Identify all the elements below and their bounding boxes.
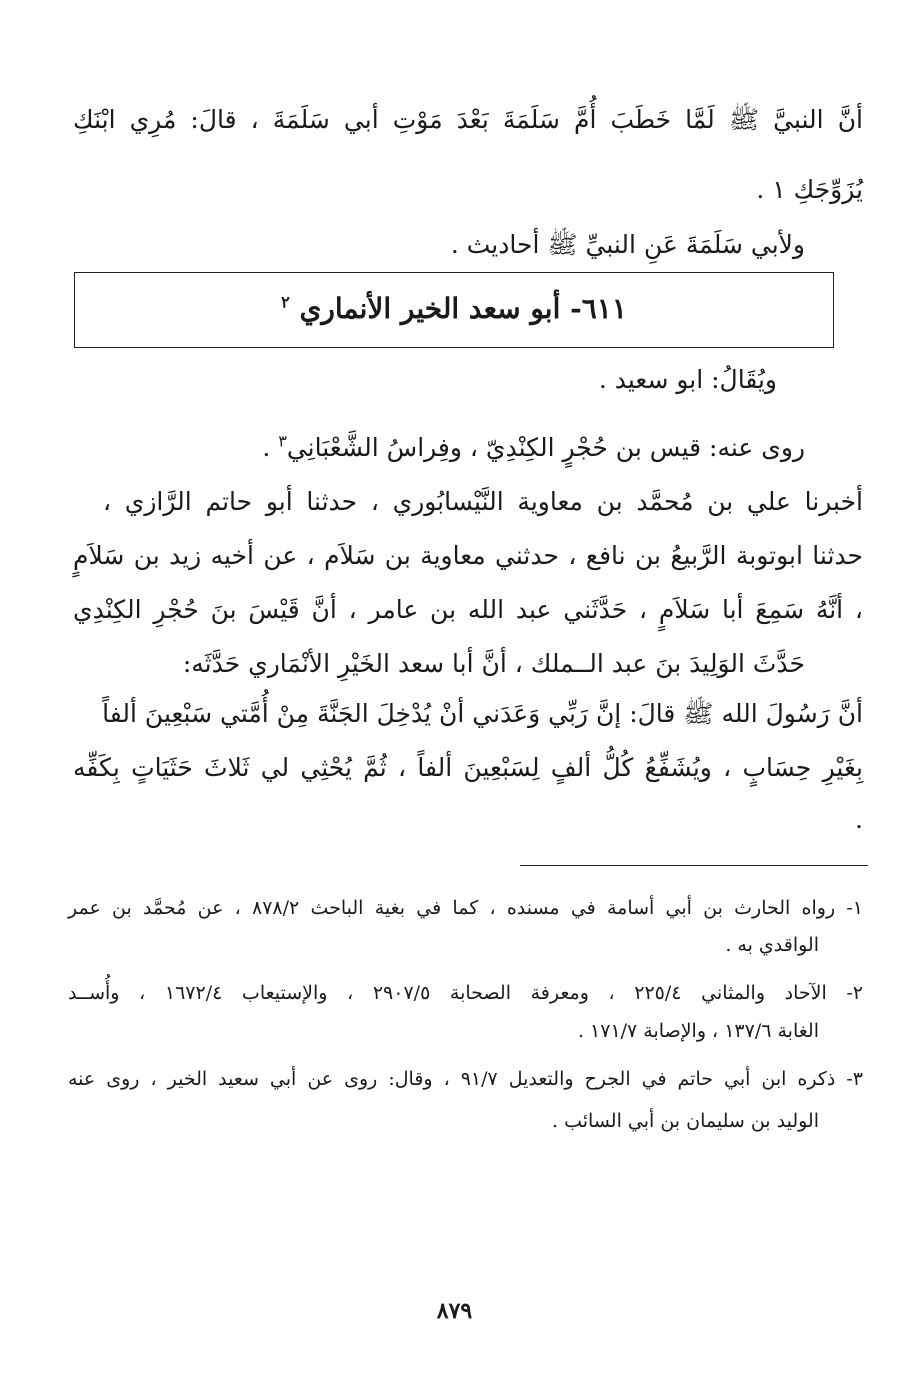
section-heading-box: [74, 272, 834, 348]
intro-line-2: يُزَوِّجَكِ ١ .: [756, 175, 863, 204]
section-title: [75, 289, 833, 329]
section-title-footnote-ref: ٢: [281, 292, 290, 312]
section-title-text: ٦١١- أبو سعد الخير الأنماري: [299, 292, 627, 325]
hadith-line-6: بِغَيْرِ حِسَابٍ ، ويُشَفِّعُ كُلُّ ألفٍ لِسَبْعِينَ ألفاً ، ثُمَّ يُحْثِي لي ثَلاثَ حَثَيَاتٍ بِكَفِّه: [73, 753, 863, 782]
footnote-2-line-2: الغابة ١٣٧/٦ ، والإصابة ١٧١/٧ .: [577, 1020, 819, 1042]
hadith-line-2: حدثنا ابوتوبة الرَّبيعُ بن نافع ، حدثني معاوية بن سَلاَم ، عن أخيه زيد بن سَلاَمٍ: [73, 541, 863, 570]
hadith-line-1: أخبرنا علي بن مُحمَّد بن معاوية النَّيْسابُوري ، حدثنا أبو حاتم الرَّازي ،: [103, 487, 863, 516]
hadith-line-3: ، أنَّهُ سَمِعَ أبا سَلاَمٍ ، حَدَّثَني عبد الله بن عامر ، أنَّ قَيْسَ بنَ حُجْرِ الكِنْدِي: [73, 595, 863, 624]
alias-line: ويُقَالُ: ابو سعيد .: [598, 365, 777, 394]
footnote-3-line-1: ٣- ذكره ابن أبي حاتم في الجرح والتعديل ٩١/٧ ، وقال: روى عن أبي سعيد الخير ، روى عنه: [68, 1068, 863, 1090]
footnote-2-line-1: ٢- الآحاد والمثاني ٢٢٥/٤ ، ومعرفة الصحابة ٢٩٠٧/٥ ، والإستيعاب ١٦٧٢/٤ ، وأُســد: [68, 982, 863, 1004]
hadith-line-5: أنَّ رَسُولَ الله ﷺ قالَ: إنَّ رَبِّي وَعَدَني أنْ يُدْخِلَ الجَنَّةَ مِنْ أُمَّتي سَبْعِينَ ألفاً: [102, 699, 863, 728]
intro-line-3: ولأبي سَلَمَةَ عَنِ النبيِّ ﷺ أحاديث .: [450, 230, 805, 259]
narrators-end: .: [262, 433, 279, 462]
intro-line-1: أنَّ النبيَّ ﷺ لَمَّا خَطَبَ أُمَّ سَلَمَةَ بَعْدَ مَوْتِ أبي سَلَمَةَ ، قالَ: مُرِي ابْنَكِ: [73, 105, 863, 134]
footnote-3-line-2: الوليد بن سليمان بن أبي السائب .: [552, 1110, 819, 1132]
narrators-text: روى عنه: قيس بن حُجْرٍ الكِنْدِيّ ، وفِراسُ الشَّعْبَانِي: [286, 433, 805, 462]
page-number: ٨٧٩: [436, 1298, 473, 1324]
footnote-separator: [520, 865, 868, 866]
footnote-1-line-2: الواقدي به .: [725, 934, 819, 956]
narrators-line: [15, 428, 805, 468]
footnote-1-line-1: ١- رواه الحارث بن أبي أسامة في مسنده ، كما في بغية الباحث ٨٧٨/٢ ، عن مُحمَّد بن عمر: [68, 897, 864, 919]
hadith-line-4: حَدَّثَ الوَلِيدَ بنَ عبد الــملك ، أنَّ أبا سعد الخَيْرِ الأنْمَاري حَدَّثَه:: [182, 649, 805, 678]
hadith-line-7: .: [855, 805, 863, 834]
narrators-footnote-ref: ٣: [278, 431, 287, 451]
